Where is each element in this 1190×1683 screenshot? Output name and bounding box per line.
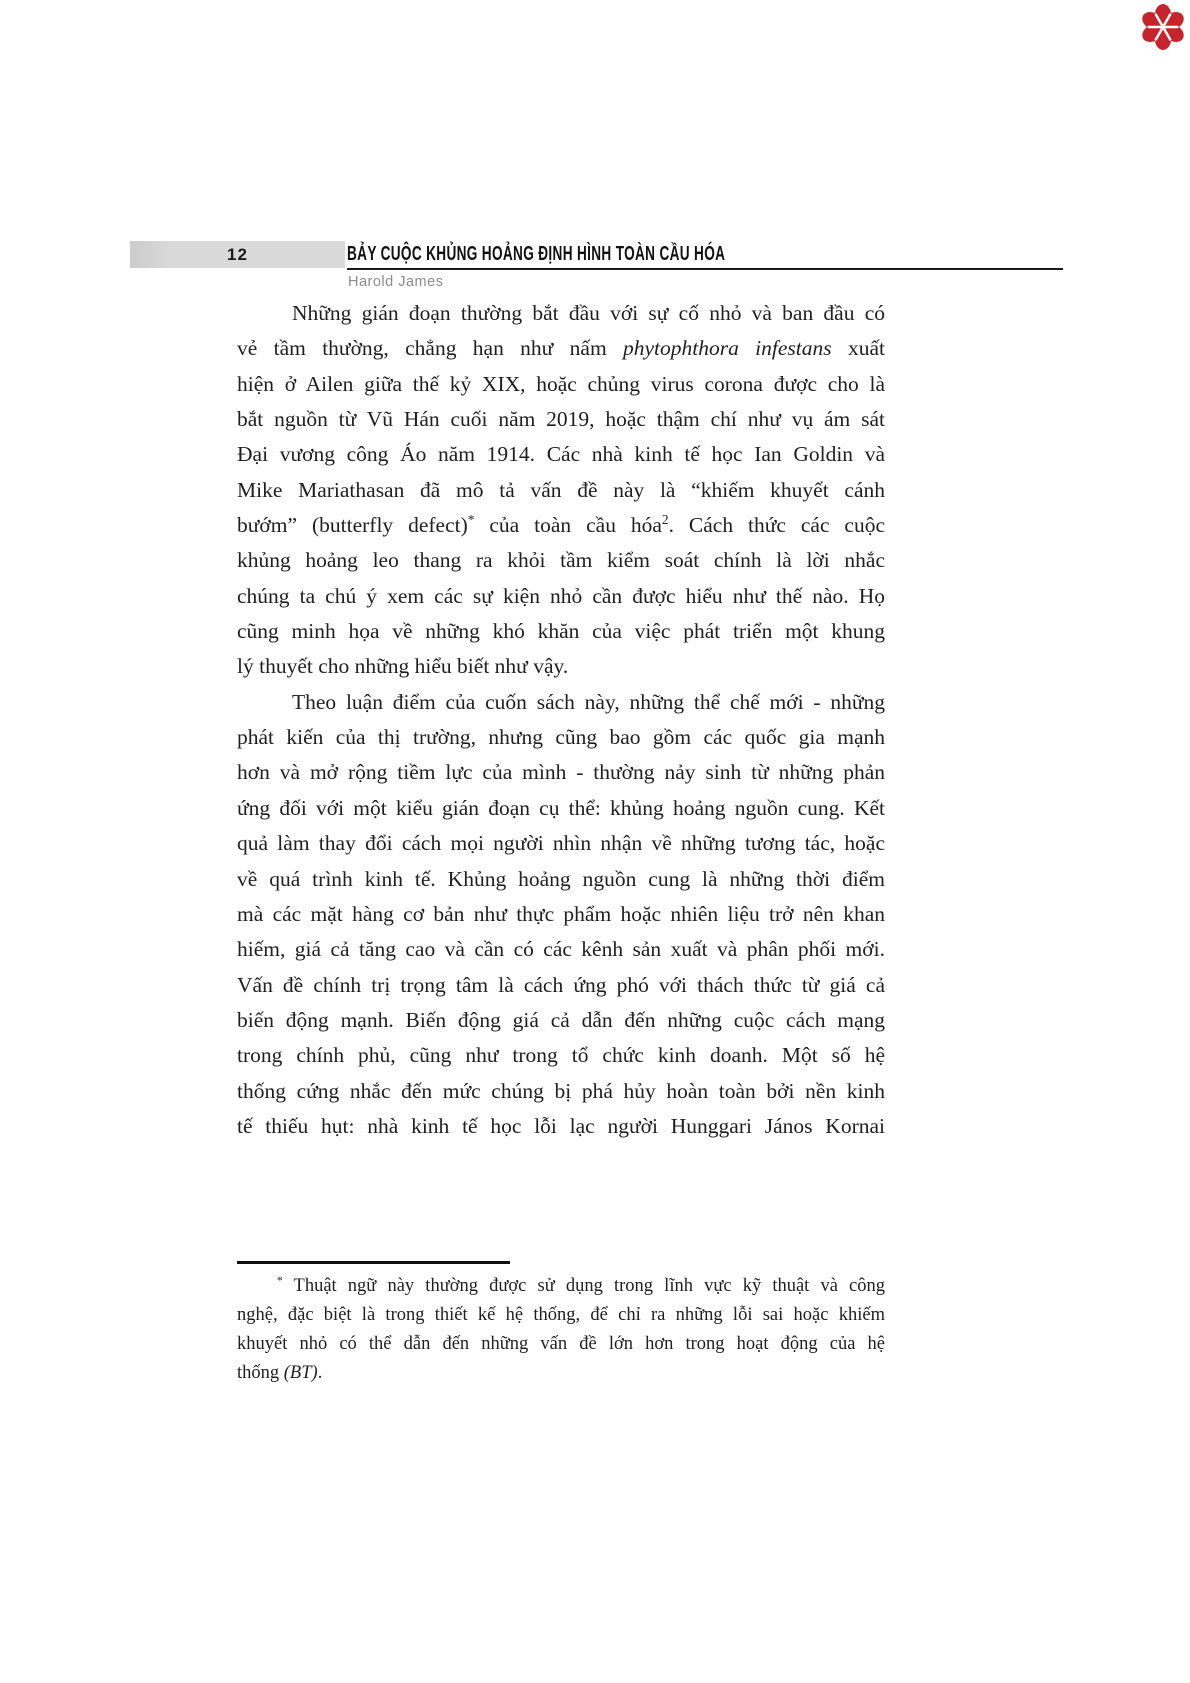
superscript-ref: * (277, 1274, 283, 1287)
text-segment: vẻ tầm thường, chẳng hạn như nấm (237, 336, 623, 361)
text-segment: Vấn đề chính trị trọng tâm là cách ứng phó với thách thức từ giá cả (237, 972, 885, 997)
text-segment: của toàn cầu hóa (474, 513, 662, 538)
text-segment: Những gián đoạn thường bắt đầu với sự cố nhỏ và ban đầu có (292, 301, 885, 325)
text-line (237, 1272, 885, 1301)
page-number-bar (130, 241, 345, 268)
text-line (237, 614, 885, 649)
text-line (237, 897, 885, 932)
text-line (237, 932, 885, 967)
text-segment: . Cách thức các cuộc (668, 513, 886, 538)
text-segment: hiện ở Ailen giữa thế kỷ XIX, hoặc chủng virus corona được cho là (237, 371, 885, 396)
text-segment: biến động mạnh. Biến động giá cả dẫn đến những cuộc cách mạng (237, 1007, 885, 1032)
text-line (237, 473, 885, 508)
text-line (237, 508, 885, 543)
text-segment: tế thiếu hụt: nhà kinh tế học lỗi lạc người Hunggari János Kornai (237, 1113, 885, 1138)
text-line (237, 826, 885, 861)
text-segment: trong chính phủ, cũng như trong tổ chức kinh doanh. Một số hệ (237, 1043, 885, 1068)
text-line (237, 1003, 885, 1038)
text-segment: lý thuyết cho những hiểu biết như vậy. (237, 654, 569, 679)
text-segment: về quá trình kinh tế. Khủng hoảng nguồn cung là những thời điểm (237, 866, 885, 891)
text-line (237, 402, 885, 437)
text-segment: (BT) (283, 1363, 318, 1383)
text-segment: phytophthora infestans (623, 336, 832, 361)
text-segment: ứng đối với một kiểu gián đoạn cụ thể: khủng hoảng nguồn cung. Kết (237, 795, 885, 820)
text-segment: thống (237, 1363, 284, 1383)
text-line (237, 367, 885, 402)
text-segment: chúng ta chú ý xem các sự kiện nhỏ cần được hiểu như thế nào. Họ (237, 583, 885, 608)
flower-icon (1140, 4, 1186, 50)
text-segment: . (317, 1363, 323, 1383)
text-line (237, 1359, 885, 1388)
text-line (237, 755, 885, 790)
text-line (237, 791, 885, 826)
text-segment: hiếm, giá cả tăng cao và cần có các kênh sản xuất và phân phối mới. (237, 937, 885, 962)
page-number: 12 (227, 244, 248, 264)
text-line (237, 1330, 885, 1359)
text-segment: phát kiến của thị trường, nhưng cũng bao gồm các quốc gia mạnh (237, 725, 885, 750)
text-segment: nghệ, đặc biệt là trong thiết kế hệ thống, để chỉ ra những lỗi sai hoặc khiếm (237, 1305, 885, 1325)
text-segment: xuất (831, 336, 885, 361)
text-line (237, 649, 885, 684)
text-line (237, 579, 885, 614)
paragraph (237, 296, 885, 685)
text-segment: khủng hoảng leo thang ra khỏi tầm kiểm soát chính là lời nhắc (237, 548, 885, 573)
text-line (237, 543, 885, 578)
text-segment: Theo luận điểm của cuốn sách này, những thể chế mới - những (292, 689, 885, 714)
superscript-ref: * (467, 511, 475, 527)
text-segment: Mike Mariathasan đã mô tả vấn đề này là “khiếm khuyết cánh (237, 477, 885, 502)
text-line (237, 968, 885, 1003)
text-line (237, 437, 885, 472)
text-line (237, 296, 885, 331)
text-line (237, 862, 885, 897)
text-segment: hơn và mở rộng tiềm lực của mình - thường nảy sinh từ những phản (237, 760, 885, 785)
text-segment: Đại vương công Áo năm 1914. Các nhà kinh tế học Ian Goldin và (237, 442, 885, 467)
text-segment: khuyết nhỏ có thể dẫn đến những vấn đề lớn hơn trong hoạt động của hệ (237, 1334, 885, 1354)
text-segment: cũng minh họa về những khó khăn của việc phát triển một khung (237, 619, 885, 644)
text-segment: thống cứng nhắc đến mức chúng bị phá hủy hoàn toàn bởi nền kinh (237, 1078, 885, 1103)
superscript-ref: 2 (661, 511, 669, 527)
body-text (237, 296, 885, 1144)
text-line (237, 1301, 885, 1330)
footnote-rule (237, 1261, 510, 1264)
text-segment: mà các mặt hàng cơ bản như thực phẩm hoặc nhiên liệu trở nên khan (237, 901, 885, 926)
text-line (237, 1038, 885, 1073)
header-rule (347, 268, 1063, 270)
text-segment: bắt nguồn từ Vũ Hán cuối năm 2019, hoặc thậm chí như vụ ám sát (237, 407, 885, 432)
text-segment: quả làm thay đổi cách mọi người nhìn nhận về những tương tác, hoặc (237, 831, 885, 856)
text-line (237, 1109, 885, 1144)
text-segment: Thuật ngữ này thường được sử dụng trong lĩnh vực kỹ thuật và công (282, 1276, 885, 1296)
author-name: Harold James (348, 274, 444, 290)
running-title: BẢY CUỘC KHỦNG HOẢNG ĐỊNH HÌNH TOÀN CẦU HÓA (347, 243, 726, 265)
paragraph (237, 685, 885, 1144)
footnote (237, 1272, 885, 1388)
text-line (237, 720, 885, 755)
text-segment: bướm” (butterfly defect) (237, 513, 468, 538)
text-line (237, 1074, 885, 1109)
text-line (237, 685, 885, 720)
text-line (237, 331, 885, 366)
